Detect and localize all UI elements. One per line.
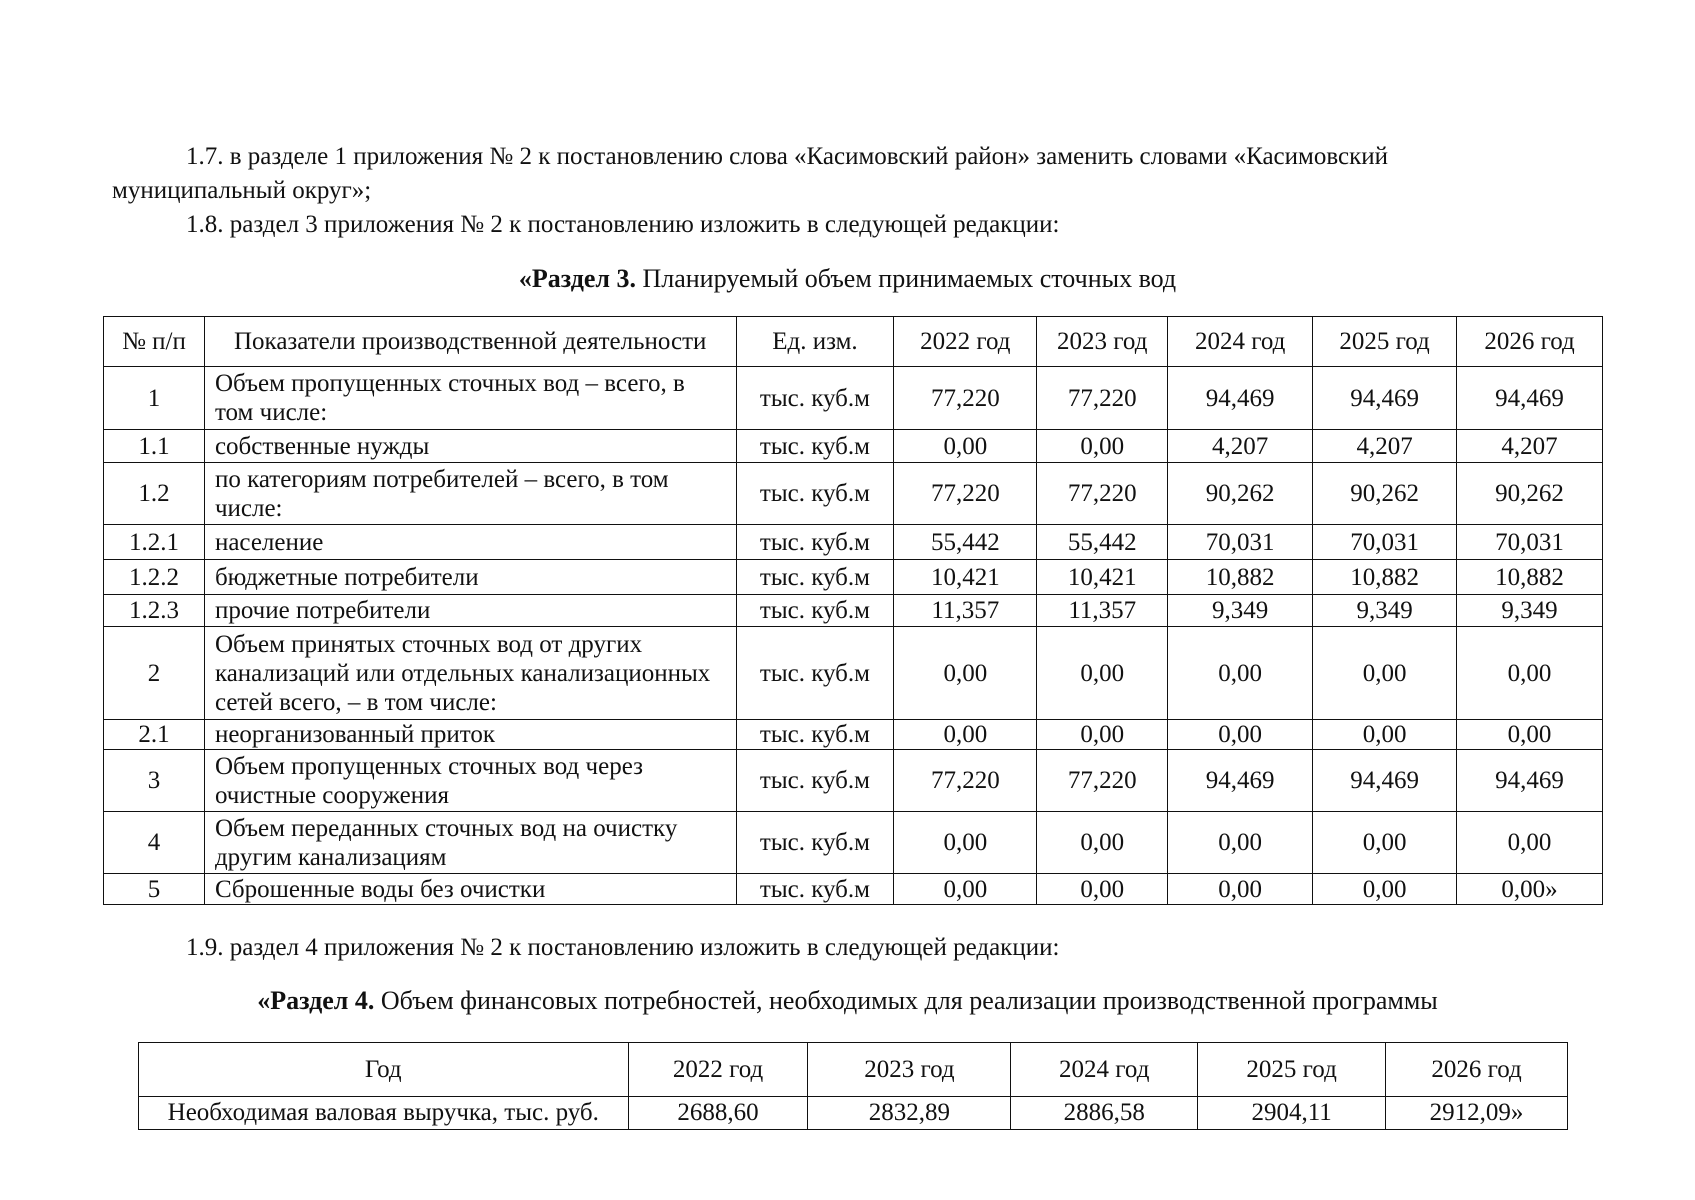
table-row [104,627,1603,720]
row-value-2023: 11,357 [1037,595,1168,627]
section-3-header-row [104,317,1603,367]
row-value-2023: 0,00 [1037,874,1168,905]
table-row [104,560,1603,595]
paragraph-1-7-line1: 1.7. в разделе 1 приложения № 2 к постановлению слова «Касимовский район» заменить словами «Касимовский [186,143,1389,170]
row-unit: тыс. куб.м [736,812,894,874]
header-year-2023: 2023 год [808,1043,1011,1097]
table-row [104,430,1603,463]
row-number: 2.1 [104,720,205,750]
row-value-2025: 0,00 [1313,627,1457,720]
row-number: 1.2 [104,463,205,525]
row-unit: тыс. куб.м [736,367,894,430]
row-value-2023: 77,220 [1037,750,1168,812]
row-value-2022: 0,00 [894,627,1037,720]
row-unit: тыс. куб.м [736,463,894,525]
row-value-2022: 11,357 [894,595,1037,627]
header-year-2024: 2024 год [1011,1043,1198,1097]
row-indicator: по категориям потребителей – всего, в том числе: [204,463,736,525]
row-value-2023: 0,00 [1037,627,1168,720]
row-unit: тыс. куб.м [736,525,894,560]
row-value-2024: 94,469 [1168,750,1313,812]
row-value-2023: 55,442 [1037,525,1168,560]
row-value-2026: 9,349 [1457,595,1603,627]
table-row [104,874,1603,905]
row-value-2024: 70,031 [1168,525,1313,560]
row-value-2022: 0,00 [894,874,1037,905]
row-unit: тыс. куб.м [736,627,894,720]
section-4-table [138,1042,1568,1130]
header-num: № п/п [104,317,205,367]
revenue-value-2023: 2832,89 [808,1097,1011,1130]
revenue-value-2024: 2886,58 [1011,1097,1198,1130]
table-row [104,812,1603,874]
section-4-header-row [139,1043,1568,1097]
row-number: 5 [104,874,205,905]
row-value-2026: 0,00» [1457,874,1603,905]
row-value-2022: 77,220 [894,367,1037,430]
row-value-2025: 0,00 [1313,812,1457,874]
row-value-2023: 77,220 [1037,367,1168,430]
row-indicator: Объем переданных сточных вод на очистку другим канализациям [204,812,736,874]
row-number: 4 [104,812,205,874]
table-row [104,595,1603,627]
row-value-2025: 4,207 [1313,430,1457,463]
row-value-2022: 0,00 [894,430,1037,463]
section-4-title-rest: Объем финансовых потребностей, необходимых для реализации производственной программы [374,986,1438,1015]
row-value-2024: 0,00 [1168,812,1313,874]
paragraph-1-7 [112,140,1592,208]
header-year-2024: 2024 год [1168,317,1313,367]
row-number: 1.2.1 [104,525,205,560]
row-unit: тыс. куб.м [736,720,894,750]
row-unit: тыс. куб.м [736,560,894,595]
header-year-label: Год [139,1043,629,1097]
table-row [104,750,1603,812]
table-row [104,463,1603,525]
paragraph-1-7-line2: муниципальный округ»; [112,177,372,204]
header-year-2025: 2025 год [1198,1043,1386,1097]
row-value-2023: 0,00 [1037,812,1168,874]
row-value-2022: 55,442 [894,525,1037,560]
row-number: 2 [104,627,205,720]
row-value-2024: 90,262 [1168,463,1313,525]
row-unit: тыс. куб.м [736,595,894,627]
row-value-2025: 9,349 [1313,595,1457,627]
row-value-2024: 9,349 [1168,595,1313,627]
row-value-2024: 0,00 [1168,627,1313,720]
row-value-2026: 94,469 [1457,367,1603,430]
table-row [104,720,1603,750]
row-indicator: население [204,525,736,560]
row-value-2025: 10,882 [1313,560,1457,595]
revenue-value-2026: 2912,09» [1386,1097,1568,1130]
row-value-2022: 0,00 [894,720,1037,750]
row-indicator: прочие потребители [204,595,736,627]
row-value-2022: 0,00 [894,812,1037,874]
row-value-2023: 0,00 [1037,720,1168,750]
row-number: 1.2.3 [104,595,205,627]
section-3-table [103,316,1603,905]
header-year-2023: 2023 год [1037,317,1168,367]
row-value-2023: 10,421 [1037,560,1168,595]
row-value-2025: 94,469 [1313,750,1457,812]
row-value-2026: 4,207 [1457,430,1603,463]
revenue-value-2022: 2688,60 [628,1097,808,1130]
row-number: 1.1 [104,430,205,463]
row-value-2025: 94,469 [1313,367,1457,430]
header-year-2026: 2026 год [1386,1043,1568,1097]
header-year-2022: 2022 год [894,317,1037,367]
row-number: 3 [104,750,205,812]
row-indicator: Объем пропущенных сточных вод – всего, в том числе: [204,367,736,430]
revenue-value-2025: 2904,11 [1198,1097,1386,1130]
row-unit: тыс. куб.м [736,750,894,812]
paragraph-1-9 [112,931,1592,965]
table-row [104,525,1603,560]
row-value-2022: 10,421 [894,560,1037,595]
section-4-title-bold: «Раздел 4. [257,986,375,1015]
revenue-label: Необходимая валовая выручка, тыс. руб. [139,1097,629,1130]
table-row [104,367,1603,430]
paragraph-1-8-text: 1.8. раздел 3 приложения № 2 к постановлению изложить в следующей редакции: [186,211,1060,238]
header-unit: Ед. изм. [736,317,894,367]
row-number: 1 [104,367,205,430]
paragraph-1-9-text: 1.9. раздел 4 приложения № 2 к постановлению изложить в следующей редакции: [186,934,1060,961]
row-value-2023: 77,220 [1037,463,1168,525]
row-value-2024: 0,00 [1168,874,1313,905]
row-indicator: Объем пропущенных сточных вод через очистные сооружения [204,750,736,812]
row-value-2026: 70,031 [1457,525,1603,560]
row-indicator: бюджетные потребители [204,560,736,595]
header-year-2026: 2026 год [1457,317,1603,367]
row-indicator: Сброшенные воды без очистки [204,874,736,905]
row-value-2026: 0,00 [1457,627,1603,720]
header-indicator: Показатели производственной деятельности [204,317,736,367]
section-3-title-rest: Планируемый объем принимаемых сточных вод [635,264,1177,293]
header-year-2022: 2022 год [628,1043,808,1097]
row-indicator: собственные нужды [204,430,736,463]
row-value-2026: 0,00 [1457,812,1603,874]
row-value-2026: 0,00 [1457,720,1603,750]
section-3-title [0,264,1695,294]
row-value-2024: 4,207 [1168,430,1313,463]
section-4-title [0,986,1695,1016]
row-number: 1.2.2 [104,560,205,595]
row-value-2025: 0,00 [1313,874,1457,905]
paragraph-1-8 [112,208,1592,242]
row-value-2024: 0,00 [1168,720,1313,750]
table-row [139,1097,1568,1130]
row-value-2022: 77,220 [894,463,1037,525]
row-value-2022: 77,220 [894,750,1037,812]
row-value-2023: 0,00 [1037,430,1168,463]
row-value-2026: 94,469 [1457,750,1603,812]
section-3-title-bold: «Раздел 3. [518,264,636,293]
row-value-2025: 90,262 [1313,463,1457,525]
header-year-2025: 2025 год [1313,317,1457,367]
row-value-2025: 0,00 [1313,720,1457,750]
row-value-2025: 70,031 [1313,525,1457,560]
row-value-2024: 94,469 [1168,367,1313,430]
row-unit: тыс. куб.м [736,430,894,463]
row-value-2024: 10,882 [1168,560,1313,595]
row-indicator: неорганизованный приток [204,720,736,750]
row-unit: тыс. куб.м [736,874,894,905]
row-value-2026: 90,262 [1457,463,1603,525]
row-indicator: Объем принятых сточных вод от других канализаций или отдельных канализационных сетей всего, – в том числе: [204,627,736,720]
row-value-2026: 10,882 [1457,560,1603,595]
